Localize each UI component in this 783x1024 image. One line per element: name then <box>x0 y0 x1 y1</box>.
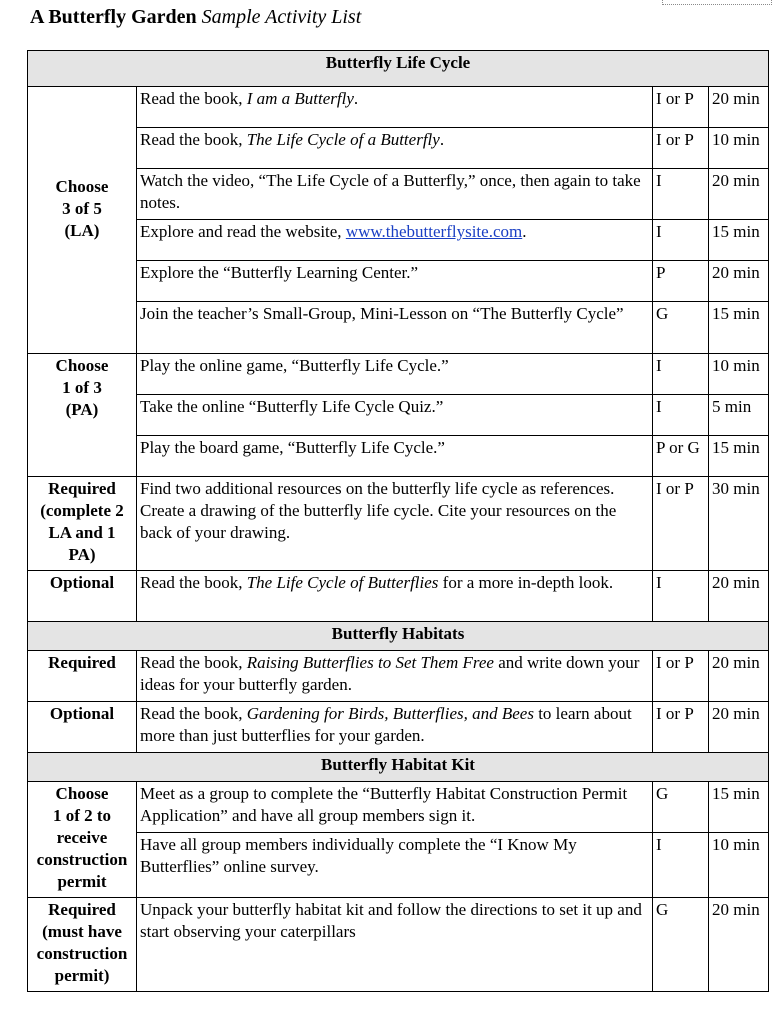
activity-time: 20 min <box>709 898 769 992</box>
activity-description: Read the book, Gardening for Birds, Butterflies, and Bees to learn about more than just butterflies for your garden. <box>137 702 653 753</box>
activity-time: 20 min <box>709 261 769 302</box>
activity-description: Read the book, Raising Butterflies to Set Them Free and write down your ideas for your butterfly garden. <box>137 651 653 702</box>
activity-time: 20 min <box>709 702 769 753</box>
activity-time: 20 min <box>709 169 769 220</box>
group-label: Required (complete 2 LA and 1 PA) <box>28 477 137 571</box>
activity-mode: I or P <box>653 87 709 128</box>
website-link[interactable]: www.thebutterflysite.com <box>345 222 523 241</box>
book-title: I am a Butterfly <box>246 89 354 108</box>
activity-description: Read the book, I am a Butterfly. <box>137 87 653 128</box>
group-label: Optional <box>28 571 137 622</box>
section-header-row <box>28 622 769 651</box>
activity-description: Read the book, The Life Cycle of a Butterfly. <box>137 128 653 169</box>
activity-mode: I <box>653 571 709 622</box>
activity-time: 20 min <box>709 87 769 128</box>
activity-row <box>28 128 769 169</box>
activity-mode: G <box>653 898 709 992</box>
activity-row <box>28 702 769 753</box>
activity-row <box>28 302 769 354</box>
activity-row <box>28 833 769 898</box>
activity-row <box>28 87 769 128</box>
activity-mode: G <box>653 302 709 354</box>
activity-row <box>28 782 769 833</box>
section-heading: Butterfly Habitat Kit <box>28 753 769 782</box>
document-title <box>30 4 361 30</box>
activity-mode: I or P <box>653 702 709 753</box>
activity-table <box>27 50 769 992</box>
activity-row <box>28 261 769 302</box>
activity-mode: I <box>653 169 709 220</box>
header-box-outline <box>662 0 772 5</box>
activity-time: 15 min <box>709 302 769 354</box>
activity-mode: P <box>653 261 709 302</box>
activity-description: Find two additional resources on the butterfly life cycle as references. Create a drawing of the butterfly life cycle. Cite your resources on the back of your drawing. <box>137 477 653 571</box>
activity-row <box>28 169 769 220</box>
activity-description: Play the online game, “Butterfly Life Cycle.” <box>137 354 653 395</box>
title-main: A Butterfly Garden <box>30 6 197 28</box>
activity-description: Join the teacher’s Small-Group, Mini-Lesson on “The Butterfly Cycle” <box>137 302 653 354</box>
section-header-row <box>28 51 769 87</box>
section-header-row <box>28 753 769 782</box>
activity-time: 30 min <box>709 477 769 571</box>
activity-row <box>28 898 769 992</box>
activity-description: Explore the “Butterfly Learning Center.” <box>137 261 653 302</box>
book-title: Raising Butterflies to Set Them Free <box>246 653 494 672</box>
activity-row <box>28 477 769 571</box>
activity-time: 15 min <box>709 436 769 477</box>
activity-description: Meet as a group to complete the “Butterfly Habitat Construction Permit Application” and have all group members sign it. <box>137 782 653 833</box>
activity-row <box>28 571 769 622</box>
activity-time: 15 min <box>709 782 769 833</box>
activity-time: 10 min <box>709 128 769 169</box>
activity-description: Take the online “Butterfly Life Cycle Quiz.” <box>137 395 653 436</box>
activity-description: Read the book, The Life Cycle of Butterflies for a more in-depth look. <box>137 571 653 622</box>
activity-mode: I or P <box>653 651 709 702</box>
book-title: The Life Cycle of Butterflies <box>246 573 439 592</box>
activity-time: 10 min <box>709 833 769 898</box>
activity-description: Unpack your butterfly habitat kit and follow the directions to set it up and start observing your caterpillars <box>137 898 653 992</box>
book-title: The Life Cycle of a Butterfly <box>246 130 440 149</box>
activity-time: 10 min <box>709 354 769 395</box>
activity-mode: I <box>653 220 709 261</box>
activity-description: Watch the video, “The Life Cycle of a Butterfly,” once, then again to take notes. <box>137 169 653 220</box>
group-label: Optional <box>28 702 137 753</box>
group-label: Choose 1 of 3 (PA) <box>28 354 137 477</box>
activity-mode: I or P <box>653 477 709 571</box>
activity-row <box>28 354 769 395</box>
activity-mode: I <box>653 833 709 898</box>
activity-row <box>28 651 769 702</box>
title-subtitle: Sample Activity List <box>201 6 362 28</box>
activity-row <box>28 436 769 477</box>
activity-mode: I or P <box>653 128 709 169</box>
activity-mode: G <box>653 782 709 833</box>
activity-description: Play the board game, “Butterfly Life Cycle.” <box>137 436 653 477</box>
section-heading: Butterfly Life Cycle <box>28 51 769 87</box>
activity-time: 15 min <box>709 220 769 261</box>
group-label: Required (must have construction permit) <box>28 898 137 992</box>
activity-description: Explore and read the website, www.thebutterflysite.com. <box>137 220 653 261</box>
activity-row <box>28 220 769 261</box>
activity-row <box>28 395 769 436</box>
activity-mode: I <box>653 395 709 436</box>
group-label: Required <box>28 651 137 702</box>
group-label: Choose 1 of 2 to receive construction permit <box>28 782 137 898</box>
activity-time: 5 min <box>709 395 769 436</box>
activity-time: 20 min <box>709 571 769 622</box>
book-title: Gardening for Birds, Butterflies, and Bees <box>246 704 534 723</box>
activity-mode: I <box>653 354 709 395</box>
activity-description: Have all group members individually complete the “I Know My Butterflies” online survey. <box>137 833 653 898</box>
group-label: Choose 3 of 5 (LA) <box>28 87 137 354</box>
section-heading: Butterfly Habitats <box>28 622 769 651</box>
activity-mode: P or G <box>653 436 709 477</box>
activity-time: 20 min <box>709 651 769 702</box>
